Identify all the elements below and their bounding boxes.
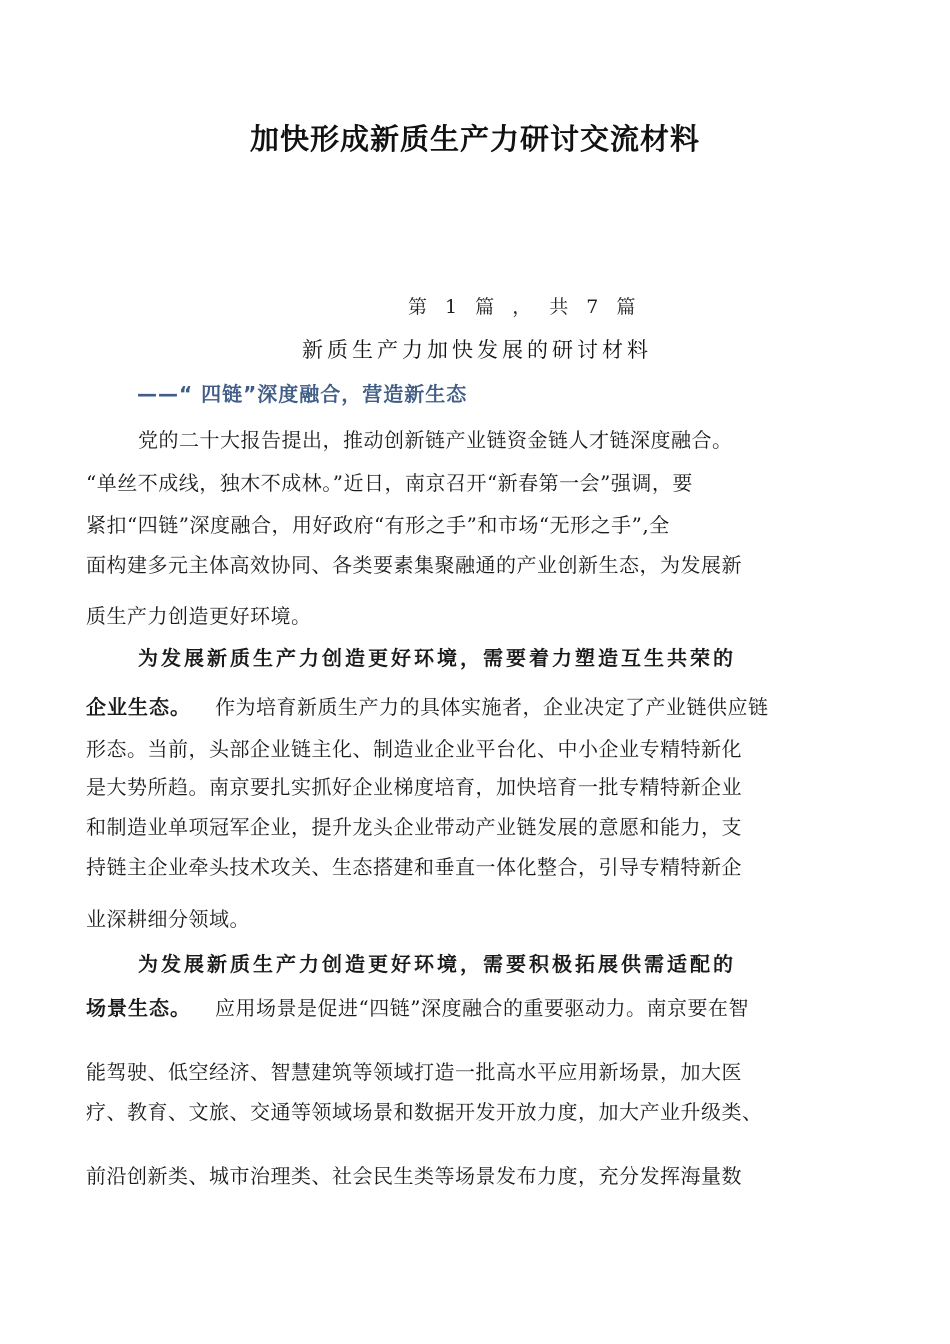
paragraph-line: 是大势所趋。南京要扎实抓好企业梯度培育，加快培育一批专精特新企业: [86, 775, 742, 799]
paragraph-line: 能驾驶、低空经济、智慧建筑等领域打造一批高水平应用新场景，加大医: [86, 1060, 742, 1084]
paragraph-line: 紧扣“四链”深度融合，用好政府“有形之手”和市场“无形之手”,全: [86, 513, 670, 537]
document-title: 加快形成新质生产力研讨交流材料: [249, 122, 700, 156]
paragraph-line: 前沿创新类、城市治理类、社会民生类等场景发布力度，充分发挥海量数: [86, 1164, 742, 1188]
paragraph-line: [86, 992, 749, 1021]
article-subtitle: 新质生产力加快发展的研讨材料: [302, 338, 652, 362]
paragraph-line: [86, 691, 769, 720]
paragraph-line: 形态。当前，头部企业链主化、制造业企业平台化、中小企业专精特新化: [86, 737, 742, 761]
line-rest: 作为培育新质生产力的具体实施者，企业决定了产业链供应链: [215, 695, 769, 719]
paragraph-line: 面构建多元主体高效协同、各类要素集聚融通的产业创新生态，为发展新: [86, 553, 742, 577]
paragraph-bold-line: 为发展新质生产力创造更好环境，需要着力塑造互生共荣的: [138, 646, 736, 670]
paragraph-line: 疗、教育、文旅、交通等领域场景和数据开发开放力度，加大产业升级类、: [86, 1100, 763, 1124]
paragraph-line: 党的二十大报告提出，推动创新链产业链资金链人才链深度融合。: [138, 428, 733, 452]
article-counter: 第 1 篇 ， 共 7 篇: [408, 296, 642, 318]
paragraph-line: 业深耕细分领域。: [86, 907, 250, 931]
paragraph-line: “单丝不成线，独木不成林。”近日，南京召开“新春第一会”强调，要: [86, 471, 693, 495]
paragraph-line: 质生产力创造更好环境。: [86, 604, 312, 628]
bold-lead: 场景生态。: [86, 996, 191, 1020]
bold-lead: 企业生态。: [86, 695, 191, 719]
paragraph-line: 和制造业单项冠军企业，提升龙头企业带动产业链发展的意愿和能力，支: [86, 815, 742, 839]
article-subheading: ——“ 四链”深度融合，营造新生态: [137, 382, 468, 406]
paragraph-line: 持链主企业牵头技术攻关、生态搭建和垂直一体化整合，引导专精特新企: [86, 855, 742, 879]
line-rest: 应用场景是促进“四链”深度融合的重要驱动力。南京要在智: [215, 996, 749, 1020]
paragraph-bold-line: 为发展新质生产力创造更好环境，需要积极拓展供需适配的: [138, 952, 736, 976]
